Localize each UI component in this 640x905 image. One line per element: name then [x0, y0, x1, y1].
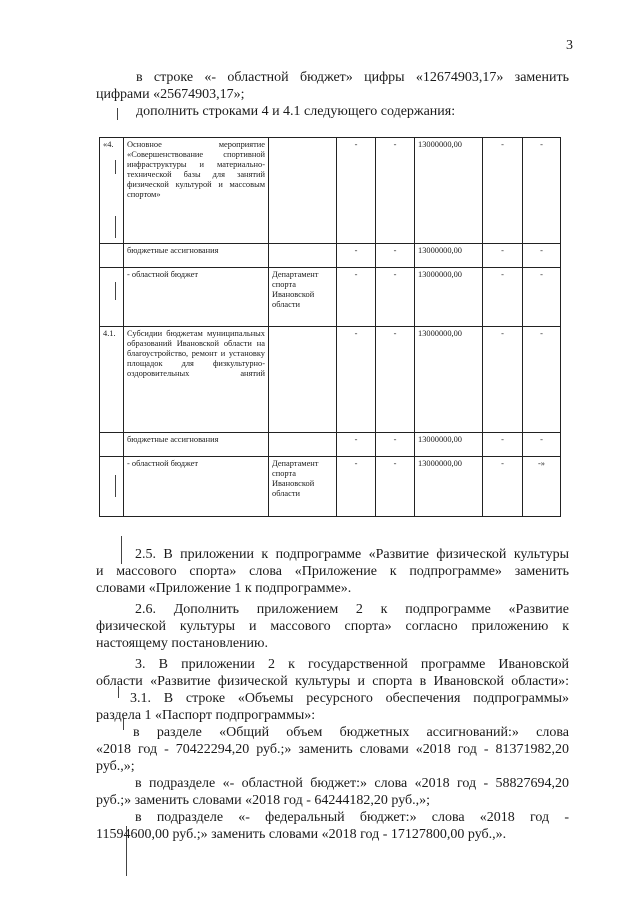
- intro-line-2: цифрами «25674903,17»;: [96, 87, 245, 102]
- row-cell: -: [483, 268, 523, 327]
- section-3-1-line-8: в подразделе «- федеральный бюджет:» слова «2018 год -: [135, 810, 569, 825]
- section-3-1-line-1: 3.1. В строке «Объемы ресурсного обеспечения подпрограммы»: [130, 691, 569, 706]
- table-row: [100, 244, 561, 268]
- section-3-1-line-4: «2018 год - 70422294,20 руб.;» заменить словами «2018 год - 81371982,20: [96, 742, 569, 757]
- budget-table: [99, 137, 561, 517]
- row-number: [100, 457, 124, 517]
- section-3-1-line-5: руб.,»;: [96, 759, 135, 774]
- section-3-1-line-3: в разделе «Общий объем бюджетных ассигнований:» слова: [133, 725, 569, 740]
- row-number: «4.: [100, 138, 124, 244]
- page-number: 3: [566, 38, 573, 53]
- row-cell: -: [376, 457, 415, 517]
- row-name: Основное мероприятие «Совершенствование спортивной инфраструктуры и материально-технической базы для занятий физической культурой и массовым спортом»: [124, 138, 269, 244]
- section-2-5-line-3: словами «Приложение 1 к подпрограмме».: [96, 581, 352, 596]
- row-cell: -: [483, 457, 523, 517]
- row-executor: [269, 138, 337, 244]
- row-cell: -: [523, 268, 561, 327]
- row-cell: -: [483, 433, 523, 457]
- row-executor: [269, 244, 337, 268]
- row-executor: Департамент спорта Ивановской области: [269, 457, 337, 517]
- section-3-1-line-2: раздела 1 «Паспорт подпрограммы»:: [96, 708, 316, 723]
- row-name: - областной бюджет: [124, 268, 269, 327]
- row-executor: [269, 327, 337, 433]
- section-2-5-line-1: 2.5. В приложении к подпрограмме «Развитие физической культуры: [135, 547, 569, 562]
- row-number: [100, 268, 124, 327]
- intro-line-1: в строке «- областной бюджет» цифры «12674903,17» заменить: [136, 70, 569, 85]
- row-value: 13000000,00: [415, 268, 483, 327]
- row-cell: -: [483, 327, 523, 433]
- section-2-5-line-2: и массового спорта» слова «Приложение к подпрограмме» заменить: [96, 564, 569, 579]
- row-cell: -: [337, 457, 376, 517]
- row-cell: -: [337, 268, 376, 327]
- row-value: 13000000,00: [415, 457, 483, 517]
- revision-mark: [115, 216, 116, 238]
- section-3-1-line-6: в подразделе «- областной бюджет:» слова «2018 год - 58827694,20: [135, 776, 569, 791]
- row-value: 13000000,00: [415, 433, 483, 457]
- section-2-6-line-1: 2.6. Дополнить приложением 2 к подпрограмме «Развитие: [135, 602, 569, 617]
- row-cell: -: [376, 138, 415, 244]
- row-cell: -: [376, 244, 415, 268]
- table-row: [100, 433, 561, 457]
- section-2-6-line-2: физической культуры и массового спорта» согласно приложению к: [96, 619, 569, 634]
- table-row: [100, 138, 561, 244]
- row-value: 13000000,00: [415, 327, 483, 433]
- row-name: Субсидии бюджетам муниципальных образований Ивановской области на благоустройство, ремонт и установку площадок для физкультурно-оздоровительных анятий: [124, 327, 269, 433]
- row-cell: -: [376, 433, 415, 457]
- revision-mark: [115, 282, 116, 300]
- row-cell: -: [523, 433, 561, 457]
- section-3-1-line-9: 11594600,00 руб.;» заменить словами «2018 год - 17127800,00 руб.,».: [96, 827, 507, 842]
- row-value: 13000000,00: [415, 244, 483, 268]
- row-number: [100, 433, 124, 457]
- row-value: 13000000,00: [415, 138, 483, 244]
- revision-mark: [115, 160, 116, 174]
- row-cell: -: [376, 268, 415, 327]
- row-cell: -: [523, 138, 561, 244]
- section-3-line-1: 3. В приложении 2 к государственной программе Ивановской: [135, 657, 569, 672]
- row-cell: -: [523, 327, 561, 433]
- table-row: [100, 268, 561, 327]
- revision-mark: [121, 536, 122, 564]
- revision-mark: [115, 475, 116, 497]
- table-row: [100, 457, 561, 517]
- row-executor: [269, 433, 337, 457]
- row-cell: -: [483, 138, 523, 244]
- row-cell: -: [523, 244, 561, 268]
- row-name: бюджетные ассигнования: [124, 433, 269, 457]
- row-cell: -: [337, 327, 376, 433]
- row-cell: -: [337, 138, 376, 244]
- intro-line-3: дополнить строками 4 и 4.1 следующего содержания:: [136, 104, 456, 119]
- row-executor: Департамент спорта Ивановской области: [269, 268, 337, 327]
- row-cell: -: [376, 327, 415, 433]
- row-cell: -: [483, 244, 523, 268]
- row-cell: -: [337, 433, 376, 457]
- section-2-6-line-3: настоящему постановлению.: [96, 636, 268, 651]
- section-3-1-line-7: руб.;» заменить словами «2018 год - 64244182,20 руб.,»;: [96, 793, 431, 808]
- row-name: бюджетные ассигнования: [124, 244, 269, 268]
- row-cell: -: [337, 244, 376, 268]
- revision-mark: [117, 108, 118, 120]
- section-3-line-2: области «Развитие физической культуры и спорта в Ивановской области»:: [96, 674, 569, 689]
- row-number: 4.1.: [100, 327, 124, 433]
- row-name: - областной бюджет: [124, 457, 269, 517]
- row-cell: -»: [523, 457, 561, 517]
- row-number: [100, 244, 124, 268]
- table-row: [100, 327, 561, 433]
